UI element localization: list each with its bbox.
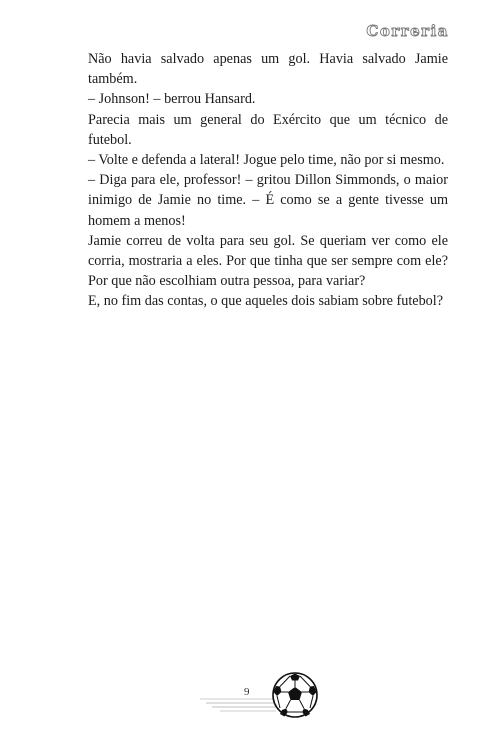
paragraph: E, no fim das contas, o que aqueles dois sabiam sobre futebol?: [88, 293, 443, 310]
paragraph: Parecia mais um general do Exército que um técnico de futebol.: [88, 111, 448, 148]
page-number: 9: [244, 686, 250, 698]
paragraph: Não havia salvado apenas um gol. Havia salvado Jamie também.: [88, 51, 448, 88]
paragraph: – Johnson! – berrou Hansard.: [88, 91, 256, 108]
soccer-ball-icon: [270, 670, 320, 720]
paragraph: – Diga para ele, professor! – gritou Dillon Simmonds, o maior inimigo de Jamie no time. – É como se a gente tivesse um homem a menos!: [88, 172, 448, 229]
body-text: [88, 49, 448, 312]
paragraph: Jamie correu de volta para seu gol. Se queriam ver como ele corria, mostraria a eles. Por que tinha que ser sempre com ele? Por que não escolhiam outra pessoa, para variar?: [88, 232, 448, 290]
running-header: Correria: [366, 22, 449, 40]
page-footer: [0, 660, 501, 730]
paragraph: – Volte e defenda a lateral! Jogue pelo time, não por si mesmo.: [88, 152, 445, 169]
speed-lines-icon: [200, 696, 280, 714]
